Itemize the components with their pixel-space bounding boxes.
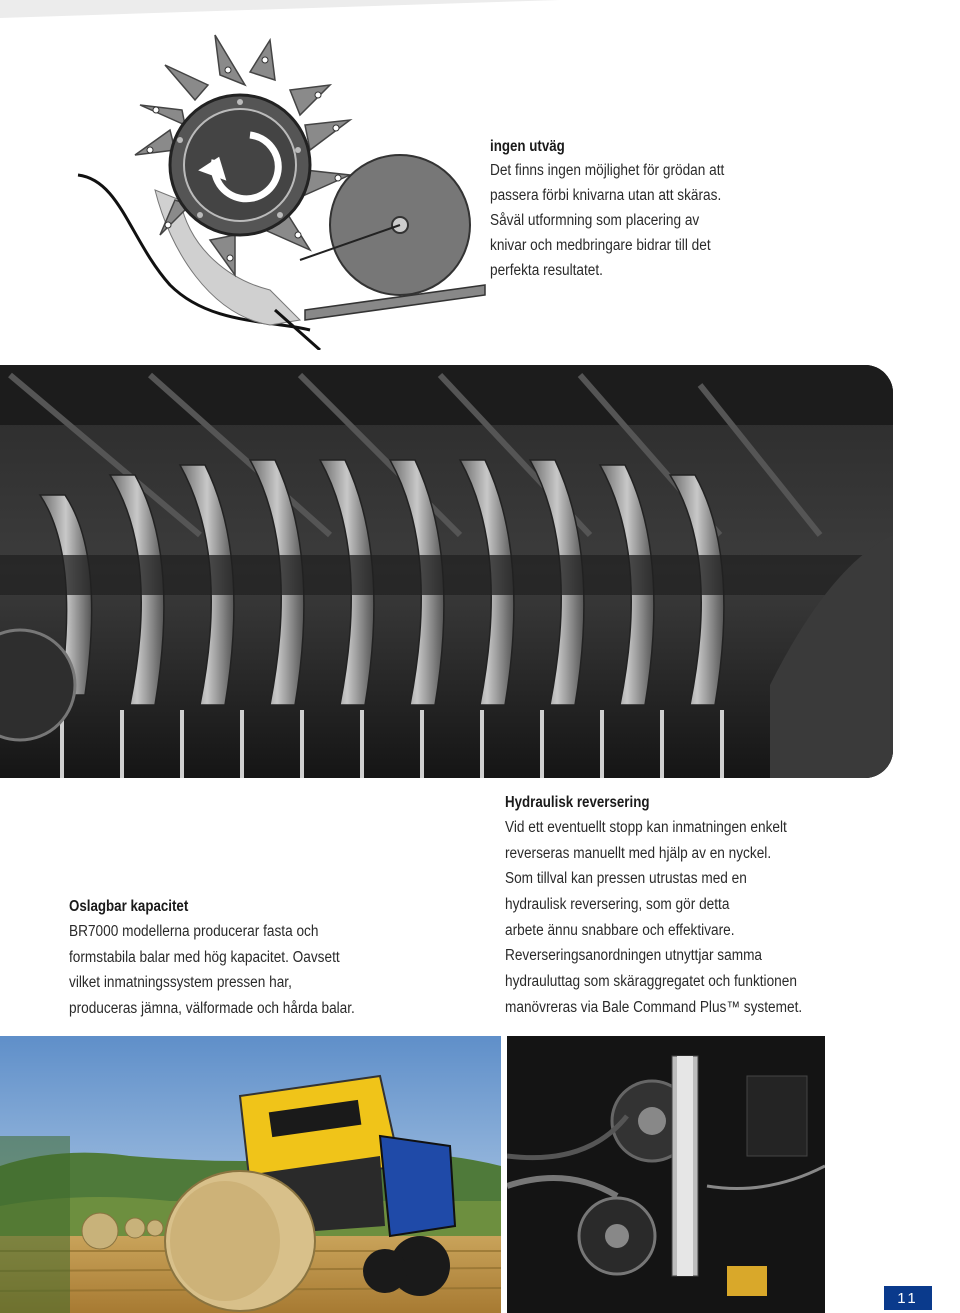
section-top [490,136,756,283]
section-right-line: manövreras via Bale Command Plus™ systemet. [505,998,803,1016]
section-left-line: produceras jämna, välformade och hårda balar. [69,999,355,1017]
section-right-line: hydraulisk reversering, som gör detta [505,896,730,914]
section-top-heading: ingen utväg [490,138,565,155]
section-right-line: Som tillval kan pressen utrustas med en [505,870,747,888]
field-photo-image [0,1036,501,1313]
section-top-line: Såväl utformning som placering av [490,212,700,229]
section-right [505,790,843,1021]
section-right-line: Reverseringsanordningen utnyttjar samma [505,947,763,965]
field-photo [0,1036,501,1313]
section-left-line: BR7000 modellerna producerar fasta och [69,923,319,940]
rotor-photo-image [0,365,893,778]
corner-band-shape [0,0,960,22]
section-right-line: reverseras manuellt med hjälp av en nyckel. [505,844,772,862]
section-right-line: Vid ett eventuellt stopp kan inmatningen enkelt [505,819,787,836]
section-top-line: Det finns ingen möjlighet för grödan att [490,162,725,179]
page-number: 11 [884,1286,932,1310]
right-strip [825,1036,960,1313]
section-right-line: hydrauluttag som skäraggregatet och funktionen [505,973,797,991]
section-top-line: knivar och medbringare bidrar till det [490,237,711,254]
hydraulic-photo-image [507,1036,825,1313]
section-left-line: formstabila balar med hög kapacitet. Oavsett [69,948,340,966]
section-left-heading: Oslagbar kapacitet [69,898,189,915]
section-right-line: arbete ännu snabbare och effektivare. [505,921,735,939]
corner-decoration [0,0,960,22]
section-right-heading: Hydraulisk reversering [505,794,650,811]
section-left-line: vilket inmatningssystem pressen har, [69,974,292,991]
rotor-photo [0,365,893,778]
section-top-line: passera förbi knivarna utan att skäras. [490,187,722,204]
section-left [69,895,394,1021]
rotor-diagram [60,30,500,350]
section-top-line: perfekta resultatet. [490,262,603,279]
hydraulic-photo [507,1036,825,1313]
